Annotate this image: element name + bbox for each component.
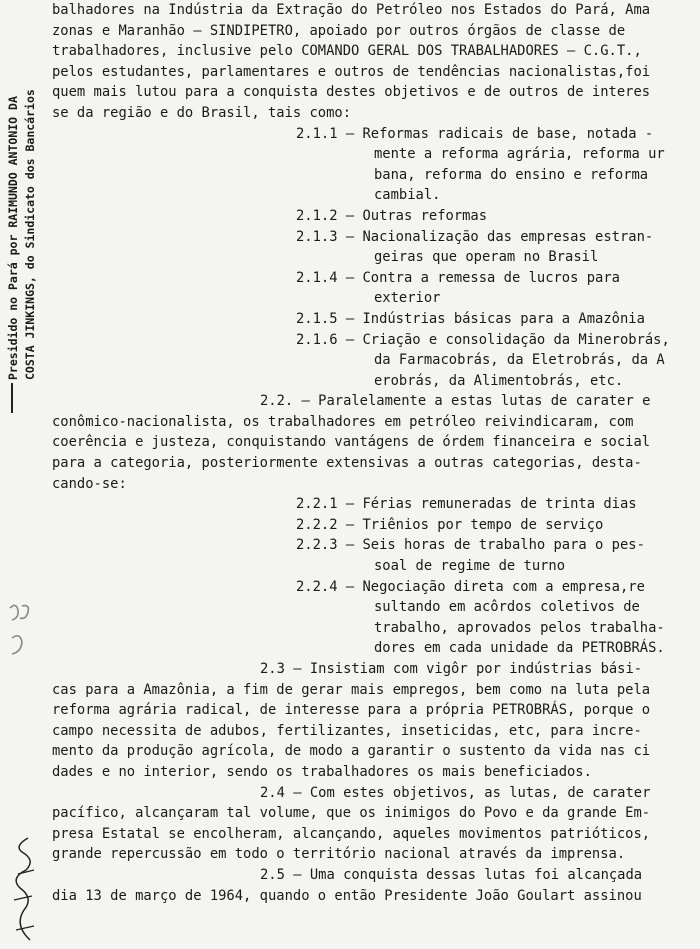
list-item-continuation: bana, reforma do ensino e reforma — [374, 166, 649, 183]
list-item-continuation: sultando em acôrdos coletivos de — [374, 599, 640, 616]
text-line: conômico-nacionalista, os trabalhadores em petróleo reivindicaram, com — [52, 413, 634, 430]
list-item-2-2-1: 2.2.1 — Férias remuneradas de trinta dias — [296, 496, 637, 513]
body-text — [52, 0, 692, 906]
list-item-2-1-2: 2.1.2 — Outras reformas — [296, 207, 488, 224]
text-line: para a categoria, posteriormente extensivas a outras categorias, desta- — [52, 455, 642, 472]
list-item-2-1-3: 2.1.3 — Nacionalização das empresas estran- — [296, 228, 654, 245]
list-item-2-2-4: 2.2.4 — Negociação direta com a empresa,re — [296, 578, 645, 595]
list-item-continuation: dores em cada unidade da PETROBRÁS. — [374, 640, 665, 657]
list-item-2-1-6: 2.1.6 — Criação e consolidação da Minerobrás, — [296, 331, 670, 348]
margin-stamp-line-1: Presidido no Pará por RAIMUNDO ANTONIO DA — [6, 96, 20, 380]
list-item-2-2-2: 2.2.2 — Triênios por tempo de serviço — [296, 516, 604, 533]
list-item-continuation: mente a reforma agrária, reforma ur — [374, 146, 665, 163]
text-line: trabalhadores, inclusive pelo COMANDO GERAL DOS TRABALHADORES — C.G.T., — [52, 43, 642, 60]
text-line: balhadores na Indústria da Extração do Petróleo nos Estados do Pará, Ama — [52, 2, 651, 18]
list-item-continuation: cambial. — [374, 187, 441, 204]
list-item-continuation: exterior — [374, 290, 441, 307]
text-line: quem mais lutou para a conquista destes objetivos e de outros de interes — [52, 84, 651, 101]
list-item-2-1-5: 2.1.5 — Indústrias básicas para a Amazônia — [296, 310, 645, 327]
text-line: se da região e do Brasil, tais como: — [52, 104, 352, 121]
text-line: pelos estudantes, parlamentares e outros de tendências nacionalistas,foi — [52, 63, 651, 80]
text-line: cando-se: — [52, 475, 127, 492]
section-2-3-heading: 2.3 — Insistiam com vigôr por indústrias bási- — [260, 661, 643, 677]
margin-pen-marks — [6, 600, 40, 660]
margin-bar — [11, 383, 13, 413]
list-item-continuation: trabalho, aprovados pelos trabalha- — [374, 619, 665, 636]
list-item-2-1-4: 2.1.4 — Contra a remessa de lucros para — [296, 269, 620, 286]
handwritten-signature — [2, 830, 42, 945]
text-line: dia 13 de março de 1964, quando o então Presidente João Goulart assinou — [52, 887, 642, 904]
list-item-2-2-3: 2.2.3 — Seis horas de trabalho para o pes- — [296, 537, 645, 554]
margin-stamp-line-2: COSTA JINKINGS, do Sindicato dos Bancários — [23, 89, 37, 380]
text-line: cas para a Amazônia, a fim de gerar mais empregos, bem como na luta pela — [52, 681, 651, 698]
text-line: presa Estatal se encolheram, alcançando, aqueles movimentos patrióticos, — [52, 825, 651, 842]
pen-marks-icon — [6, 600, 40, 660]
text-line: reforma agrária radical, de interesse para a própria PETROBRÁS, porque o — [52, 702, 651, 719]
text-line: pacífico, alcançaram tal volume, que os inimigos do Povo e da grande Em- — [52, 805, 651, 822]
list-item-continuation: soal de regime de turno — [374, 558, 566, 575]
text-line: coerência e justeza, conquistando vantágens de órdem financeira e social — [52, 434, 651, 451]
text-line: dades e no interior, sendo os trabalhadores os mais beneficiados. — [52, 763, 592, 780]
list-item-2-1-1: 2.1.1 — Reformas radicais de base, notada - — [296, 125, 654, 142]
list-item-continuation: erobrás, da Alimentobrás, etc. — [374, 372, 624, 389]
margin-stamp — [5, 35, 51, 385]
text-line: zonas e Maranhão — SINDIPETRO, apoiado por outros órgãos de classe de — [52, 22, 626, 39]
text-line: mento da produção agrícola, de modo a garantir o sustento da vida nas ci — [52, 743, 651, 760]
text-line: campo necessita de adubos, fertilizantes, inseticidas, etc, para incre- — [52, 722, 642, 739]
margin-stamp-text — [5, 35, 39, 380]
text-line: grande repercussão em todo o território nacional através da imprensa. — [52, 846, 626, 863]
list-item-continuation: geiras que operam no Brasil — [374, 249, 599, 266]
signature-icon — [2, 830, 42, 945]
section-2-5-heading: 2.5 — Uma conquista dessas lutas foi alcançada — [260, 866, 643, 883]
section-2-2-heading: 2.2. — Paralelamente a estas lutas de carater e — [260, 393, 651, 410]
section-2-4-heading: 2.4 — Com estes objetivos, as lutas, de carater — [260, 784, 651, 801]
list-item-continuation: da Farmacobrás, da Eletrobrás, da A — [374, 352, 665, 369]
